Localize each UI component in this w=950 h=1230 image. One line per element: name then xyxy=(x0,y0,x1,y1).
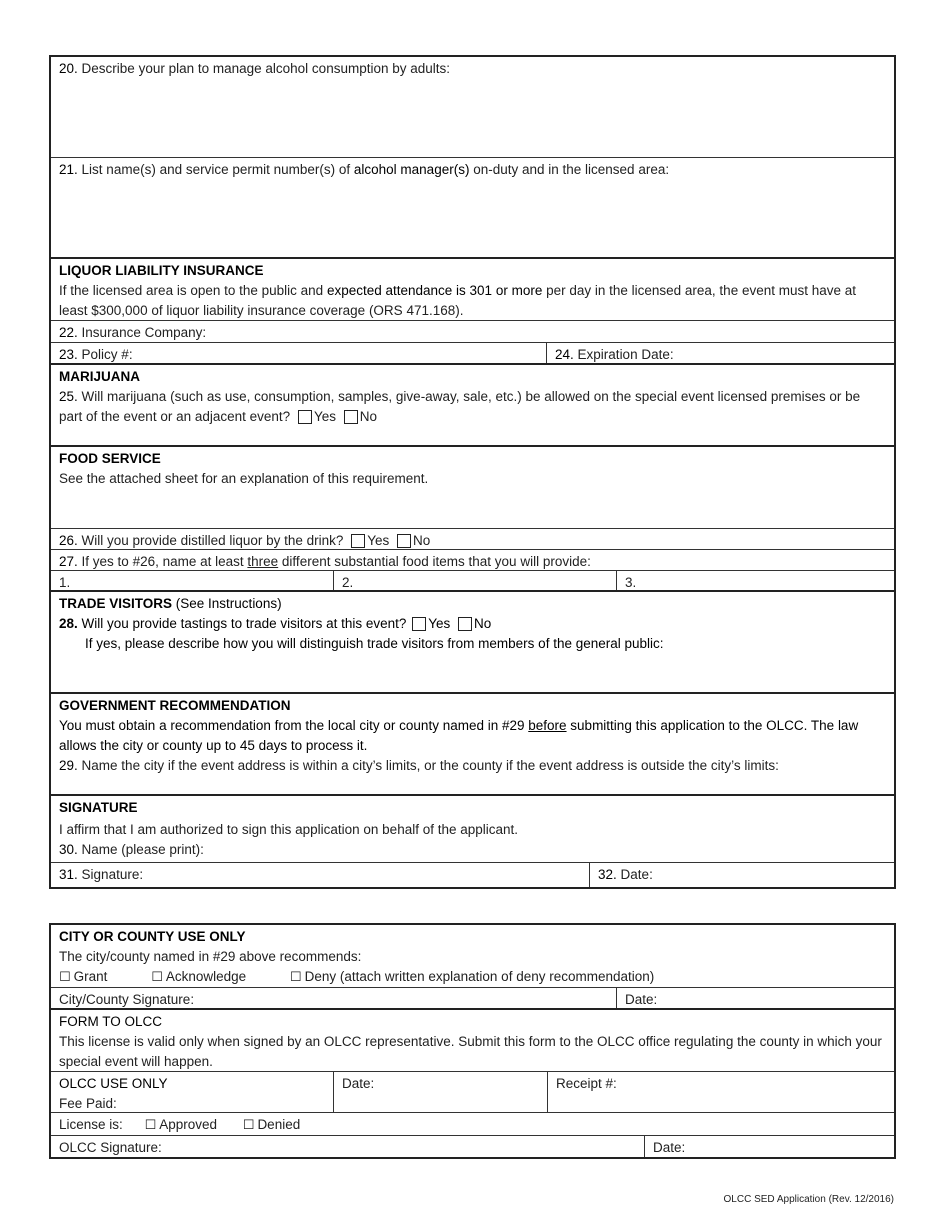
q27-label-post: different substantial food items that you will provide: xyxy=(278,554,591,569)
q28-yes-label: Yes xyxy=(428,616,451,631)
olcc-fee-field[interactable] xyxy=(51,1072,333,1112)
food-item-2-label: 2. xyxy=(342,575,354,590)
q26-yes-checkbox[interactable] xyxy=(351,534,365,548)
olcc-use-title: OLCC USE ONLY xyxy=(59,1076,168,1091)
city-signature-row xyxy=(51,988,894,1010)
q25-number: 25. xyxy=(59,389,78,404)
grant-checkbox-icon[interactable]: ☐ xyxy=(59,970,71,985)
insurance-section xyxy=(51,259,894,321)
license-status-row xyxy=(51,1113,894,1136)
approved-label: Approved xyxy=(159,1117,218,1132)
signature-heading: SIGNATURE xyxy=(59,800,138,815)
food-items-row xyxy=(51,571,894,592)
q30-field[interactable] xyxy=(59,840,886,860)
marijuana-heading: MARIJUANA xyxy=(59,369,140,384)
q29-line xyxy=(59,756,886,776)
option-deny-label: Deny (attach written explanation of deny recommendation) xyxy=(304,969,655,984)
q30-label: Name (please print): xyxy=(81,842,204,857)
q27-row xyxy=(51,550,894,571)
q25-yes-checkbox[interactable] xyxy=(298,410,312,424)
q26-no-checkbox[interactable] xyxy=(397,534,411,548)
city-signature-label: City/County Signature: xyxy=(59,992,195,1007)
q26-label: Will you provide distilled liquor by the drink? xyxy=(81,533,344,548)
city-county-intro: The city/county named in #29 above recommends: xyxy=(59,949,362,964)
q32-field[interactable] xyxy=(589,863,894,887)
q23-field[interactable] xyxy=(51,343,546,363)
q27-number: 27. xyxy=(59,554,78,569)
q26-row xyxy=(51,529,894,550)
q25-no-checkbox[interactable] xyxy=(344,410,358,424)
q28-label: Will you provide tastings to trade visitors at this event? xyxy=(81,616,407,631)
q25-label: Will marijuana (such as use, consumption, samples, give-away, sale, etc.) be allowed on the special event licensed premises or be part of the event or an adjacent event? xyxy=(59,389,861,424)
q29-label: Name the city if the event address is within a city’s limits, or the county if the event address is outside the city’s limits: xyxy=(81,758,779,773)
receipt-field[interactable] xyxy=(547,1072,894,1112)
food-item-3[interactable] xyxy=(616,571,894,590)
q21-label-post: on-duty and in the licensed area: xyxy=(469,162,670,177)
food-item-2[interactable] xyxy=(333,571,616,590)
food-item-1-label: 1. xyxy=(59,575,71,590)
acknowledge-checkbox-icon[interactable]: ☐ xyxy=(151,970,163,985)
olcc-signature-date-label: Date: xyxy=(653,1140,686,1155)
olcc-signature-row xyxy=(51,1136,894,1157)
olcc-date-field[interactable] xyxy=(333,1072,547,1112)
food-item-1[interactable] xyxy=(51,571,333,590)
q28-followup: If yes, please describe how you will distinguish trade visitors from members of the general public: xyxy=(85,636,664,651)
q26-no-label: No xyxy=(412,533,431,548)
city-date-field[interactable] xyxy=(616,988,894,1008)
q22-label: Insurance Company: xyxy=(81,325,207,340)
trade-heading-suffix: (See Instructions) xyxy=(172,596,282,611)
olcc-use-row xyxy=(51,1072,894,1113)
q24-number: 24. xyxy=(555,347,574,362)
denied-checkbox-icon[interactable]: ☐ xyxy=(242,1118,255,1133)
approved-checkbox-icon[interactable]: ☐ xyxy=(144,1118,157,1133)
food-item-3-label: 3. xyxy=(625,575,637,590)
city-county-heading: CITY OR COUNTY USE ONLY xyxy=(59,929,246,944)
q29-number: 29. xyxy=(59,758,78,773)
marijuana-section xyxy=(51,365,894,447)
q22-field[interactable] xyxy=(51,321,894,343)
insurance-text-pre: If the licensed area is open to the public and xyxy=(59,283,327,298)
q32-label: Date: xyxy=(620,867,653,882)
olcc-signature-field[interactable] xyxy=(51,1136,644,1157)
license-denied-option[interactable] xyxy=(243,1117,300,1132)
recommendation-options xyxy=(59,967,886,988)
option-deny[interactable] xyxy=(290,969,654,984)
receipt-label: Receipt #: xyxy=(556,1076,617,1091)
license-label: License is: xyxy=(59,1117,123,1132)
olcc-signature-date-field[interactable] xyxy=(644,1136,894,1157)
option-grant[interactable] xyxy=(59,969,107,984)
q21-label-pre: List name(s) and service permit number(s) of xyxy=(81,162,354,177)
q24-field[interactable] xyxy=(546,343,894,363)
q24-label: Expiration Date: xyxy=(577,347,674,362)
option-acknowledge[interactable] xyxy=(151,969,246,984)
option-grant-label: Grant xyxy=(73,969,108,984)
q23-number: 23. xyxy=(59,347,78,362)
q20-number: 20. xyxy=(59,61,78,76)
insurance-text-post: per day in the licensed area, the event must have at least $300,000 of liquor liability insurance coverage (ORS 471.168). xyxy=(59,283,857,318)
q27-label-underline: three xyxy=(247,554,279,569)
application-form xyxy=(49,55,896,889)
q21-number: 21. xyxy=(59,162,78,177)
q20-section[interactable] xyxy=(51,57,894,158)
signature-section xyxy=(51,796,894,863)
government-text-post: submitting this application to the OLCC. The law allows the city or county up to 45 days to process it. xyxy=(59,718,859,753)
food-service-text: See the attached sheet for an explanation of this requirement. xyxy=(59,471,429,486)
q25-no-label: No xyxy=(359,409,377,424)
deny-checkbox-icon[interactable]: ☐ xyxy=(289,970,302,985)
food-service-heading: FOOD SERVICE xyxy=(59,451,161,466)
city-county-section xyxy=(51,925,894,988)
denied-label: Denied xyxy=(257,1117,301,1132)
form-to-olcc-text: This license is valid only when signed by an OLCC representative. Submit this form to the OLCC office regulating the county in which your special event will happen. xyxy=(59,1034,882,1069)
government-text-pre: You must obtain a recommendation from the local city or county named in #29 xyxy=(59,718,529,733)
q23-label: Policy #: xyxy=(81,347,133,362)
trade-heading-line xyxy=(59,594,886,614)
form-to-olcc-title: FORM TO OLCC xyxy=(59,1014,163,1029)
option-acknowledge-label: Acknowledge xyxy=(165,969,247,984)
signature-affirm: I affirm that I am authorized to sign this application on behalf of the applicant. xyxy=(59,822,519,837)
q21-label-bold: alcohol manager(s) xyxy=(353,162,470,177)
olcc-signature-label: OLCC Signature: xyxy=(59,1140,162,1155)
license-approved-option[interactable] xyxy=(145,1117,217,1132)
q28-number: 28. xyxy=(59,616,78,631)
q30-number: 30. xyxy=(59,842,78,857)
insurance-text-bold: expected attendance is 301 or more xyxy=(326,283,543,298)
insurance-heading: LIQUOR LIABILITY INSURANCE xyxy=(59,263,264,278)
q28-no-label: No xyxy=(474,616,492,631)
fee-paid-label: Fee Paid: xyxy=(59,1096,117,1111)
trade-visitors-section xyxy=(51,592,894,694)
q26-number: 26. xyxy=(59,533,78,548)
q28-yes-checkbox[interactable] xyxy=(412,617,426,631)
q20-label: Describe your plan to manage alcohol consumption by adults: xyxy=(81,61,451,76)
form-to-olcc-section xyxy=(51,1010,894,1072)
q28-line xyxy=(59,614,886,634)
q25-yes-label: Yes xyxy=(313,409,336,424)
olcc-date-label: Date: xyxy=(342,1076,375,1091)
q31-label: Signature: xyxy=(81,867,144,882)
government-section xyxy=(51,694,894,796)
food-service-section xyxy=(51,447,894,529)
q32-number: 32. xyxy=(598,867,617,882)
q31-field[interactable] xyxy=(51,863,589,887)
q31-number: 31. xyxy=(59,867,78,882)
q23-q24-row xyxy=(51,343,894,365)
q26-yes-label: Yes xyxy=(367,533,390,548)
q31-q32-row xyxy=(51,863,894,887)
government-heading: GOVERNMENT RECOMMENDATION xyxy=(59,698,291,713)
city-signature-field[interactable] xyxy=(51,988,616,1008)
form-revision-footer: OLCC SED Application (Rev. 12/2016) xyxy=(723,1194,894,1205)
q22-number: 22. xyxy=(59,325,78,340)
q27-label-pre: If yes to #26, name at least xyxy=(81,554,248,569)
government-text-underline: before xyxy=(528,718,567,733)
trade-heading: TRADE VISITORS xyxy=(59,596,173,611)
city-date-label: Date: xyxy=(625,992,658,1007)
city-county-form xyxy=(49,923,896,1159)
q21-section[interactable] xyxy=(51,158,894,259)
q28-no-checkbox[interactable] xyxy=(458,617,472,631)
